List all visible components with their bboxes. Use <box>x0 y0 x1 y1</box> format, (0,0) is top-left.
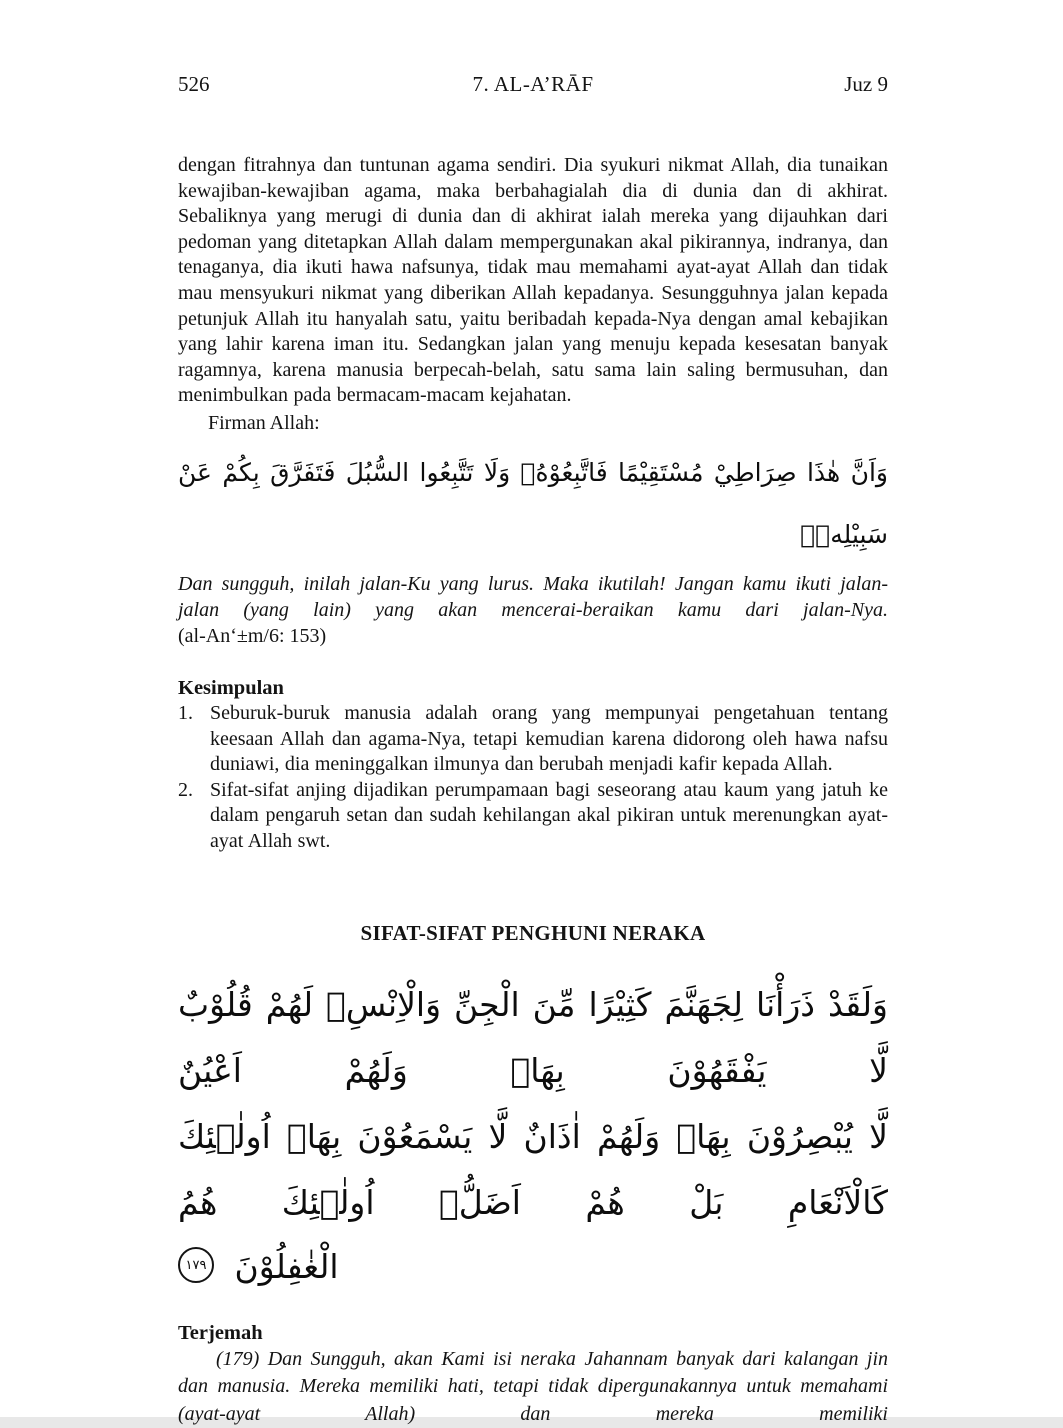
arabic-verse-al-anam-153: وَاَنَّ هٰذَا صِرَاطِيْ مُسْتَقِيْمًا فَاتَّبِعُوْهُۚ وَلَا تَتَّبِعُوا السُّبُلَ فَتَفَرَّقَ بِكُمْ عَنْ سَبِيْلِهٖۗ <box>178 442 888 567</box>
list-item-number: 1. <box>178 701 210 778</box>
terjemah-paragraph: (179) Dan Sungguh, akan Kami isi neraka Jahannam banyak dari kalangan jin dan manusia. Mereka memiliki hati, tetapi tidak dipergunakannya untuk memahami (ayat-ayat Allah) dan mereka memiliki <box>178 1346 888 1428</box>
list-item-text: Sifat-sifat anjing dijadikan perumpamaan bagi seseorang atau kaum yang jatuh ke dalam pengaruh setan dan sudah kehilangan akal pikiran untuk merenungkan ayat-ayat Allah swt. <box>210 778 888 855</box>
list-item <box>178 778 888 855</box>
list-item <box>178 701 888 778</box>
list-item-text: Seburuk-buruk manusia adalah orang yang mempunyai pengetahuan tentang keesaan Allah dan agama-Nya, tetapi kemudian karena didorong oleh hawa nafsu duniawi, dia meninggalkan ilmunya dan berubah menjadi kafir kepada Allah. <box>210 701 888 778</box>
surah-title: 7. AL-A’RĀF <box>338 72 728 97</box>
section-heading: SIFAT-SIFAT PENGHUNI NERAKA <box>178 921 888 946</box>
arabic-line-3 <box>178 1236 888 1298</box>
page-number: 526 <box>178 72 338 97</box>
commentary-paragraph: dengan fitrahnya dan tuntunan agama sendiri. Dia syukuri nikmat Allah, dia tunaikan kewajiban-kewajiban agama, maka berbahagialah dia di dunia dan di akhirat. Sebaliknya yang merugi di dunia dan di akhirat ialah mereka yang dijauhkan dari pedoman yang ditetapkan Allah dalam mempergunakan akal pikirannya, indranya, dan tenaganya, dia ikuti hawa nafsunya, tidak mau memahami ayat-ayat Allah dan tidak mau mensyukuri nikmat yang diberikan Allah kepadanya. Sesungguhnya jalan kepada petunjuk Allah itu hanyalah satu, yaitu beribadah kepada-Nya dengan amal kebajikan yang lahir karena iman itu. Sedangkan jalan yang menuju kepada kesesatan banyak ragamnya, karena manusia berpecah-belah, satu sama lain saling bermusuhan, dan menimbulkan pada bermacam-macam kejahatan. <box>178 153 888 409</box>
arabic-line-2: لَّا يُبْصِرُوْنَ بِهَاۖ وَلَهُمْ اٰذَانٌ لَّا يَسْمَعُوْنَ بِهَاۗ اُولٰۤئِكَ كَالْاَنْعَامِ بَلْ هُمْ اَضَلُّۗ اُولٰۤئِكَ هُمُ <box>178 1104 888 1236</box>
arabic-verse-al-araf-179 <box>178 972 888 1298</box>
page-header <box>178 72 888 97</box>
verse-translation: Dan sungguh, inilah jalan-Ku yang lurus. Maka ikutilah! Jangan kamu ikuti jalan-jalan (yang lain) yang akan mencerai-beraikan kamu dari jalan-Nya. <box>178 571 888 623</box>
kesimpulan-heading: Kesimpulan <box>178 675 888 701</box>
kesimpulan-list <box>178 701 888 855</box>
juz-label: Juz 9 <box>728 72 888 97</box>
verse-citation: (al-An‘±m/6: 153) <box>178 623 888 649</box>
ayah-number-marker: ١٧٩ <box>178 1247 214 1283</box>
list-item-number: 2. <box>178 778 210 855</box>
arabic-line-1: وَلَقَدْ ذَرَأْنَا لِجَهَنَّمَ كَثِيْرًا مِّنَ الْجِنِّ وَالْاِنْسِۖ لَهُمْ قُلُوْبٌ لَّا يَفْقَهُوْنَ بِهَاۖ وَلَهُمْ اَعْيُنٌ <box>178 972 888 1104</box>
arabic-line-3-word: الْغٰفِلُوْنَ <box>235 1247 339 1286</box>
terjemah-heading: Terjemah <box>178 1320 888 1346</box>
firman-allah-label: Firman Allah: <box>178 410 888 436</box>
text-block <box>178 72 888 1428</box>
